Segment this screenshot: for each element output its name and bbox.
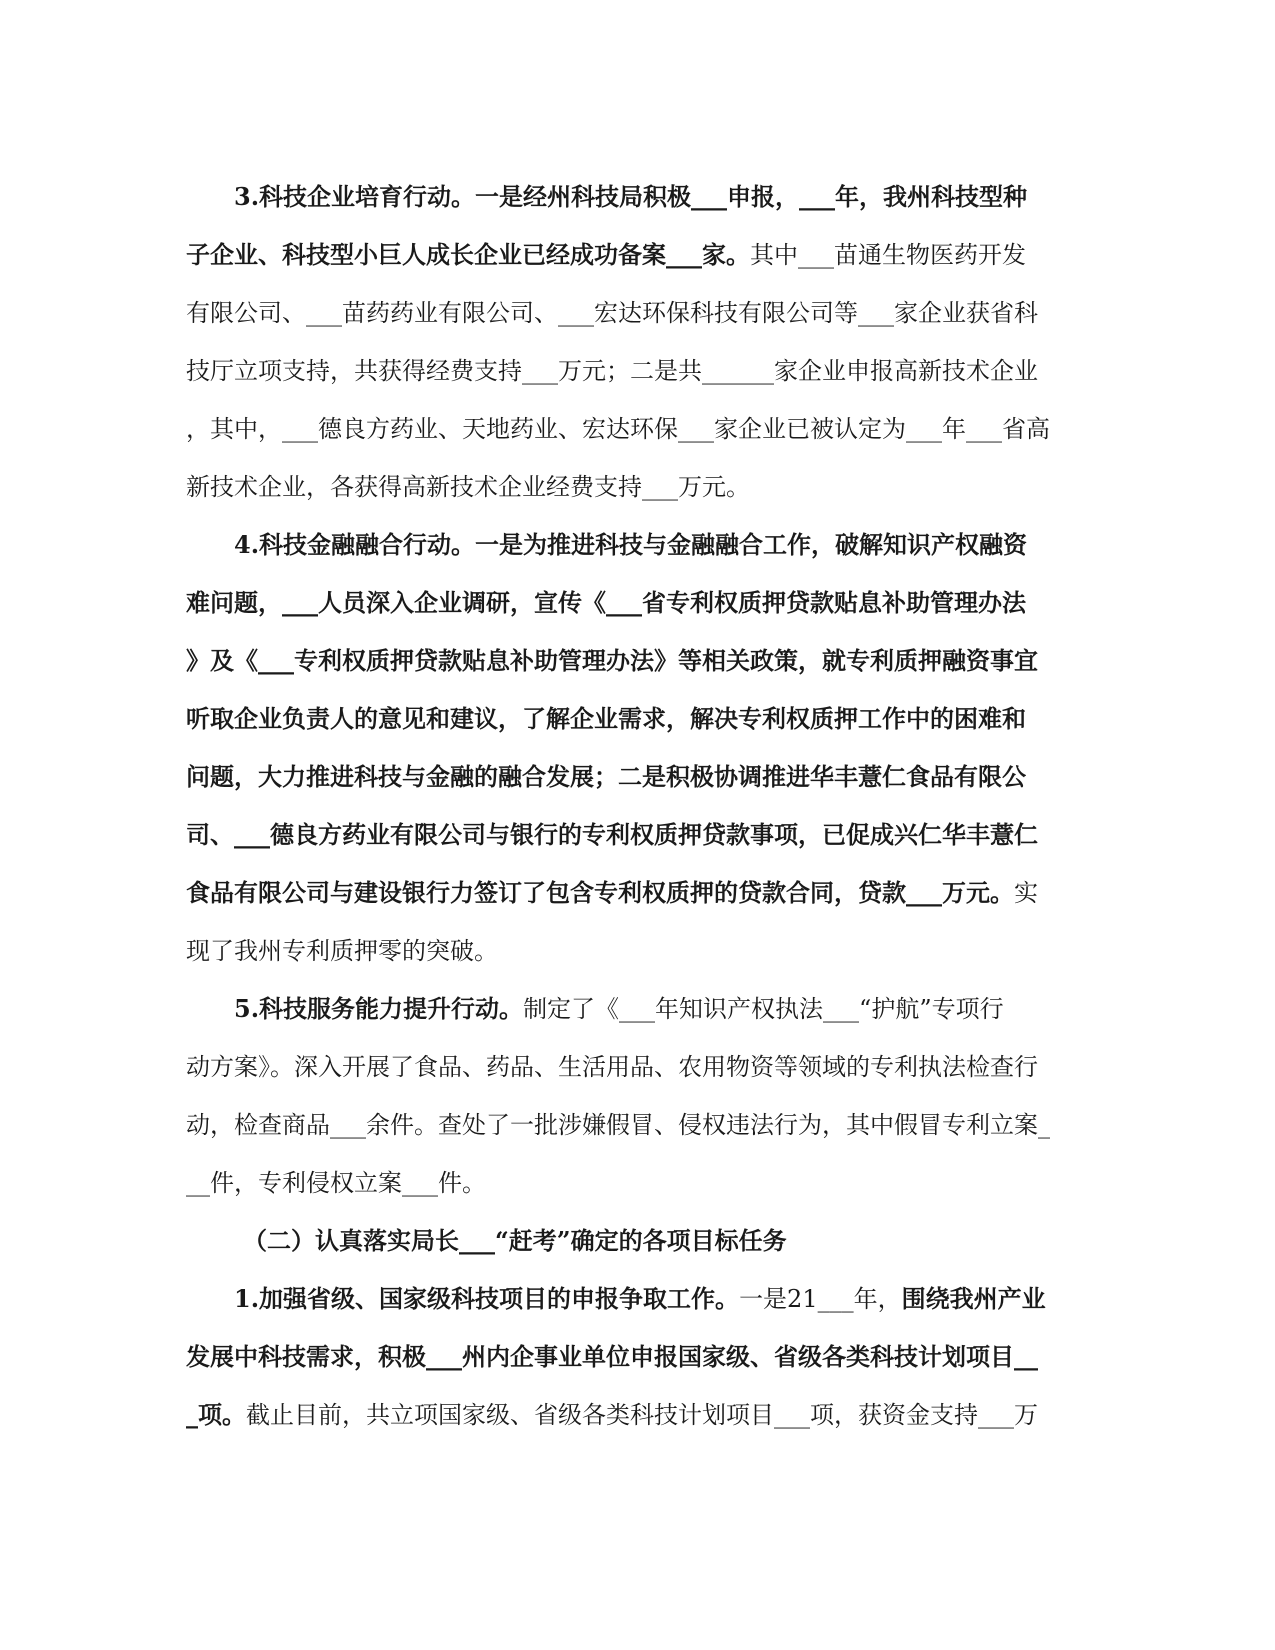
text-run: 制定了《___年知识产权执法___“护航”专项行 — [523, 995, 1004, 1023]
text-run: __件，专利侵权立案___件。 — [186, 1169, 486, 1197]
bold-text-run: 子企业、科技型小巨人成长企业已经成功备案___家。 — [186, 240, 750, 269]
text-run: 技厅立项支持，共获得经费支持___万元；二是共______家企业申报高新技术企业 — [186, 357, 1038, 385]
bold-text-run: 听取企业负责人的意见和建议，了解企业需求，解决专利权质押工作中的困难和 — [186, 704, 1026, 733]
bold-text-run: _项。 — [186, 1400, 246, 1429]
text-run: 实 — [1014, 879, 1038, 907]
text-line — [186, 748, 1086, 806]
text-line — [186, 1328, 1086, 1386]
text-line — [186, 864, 1086, 922]
text-line — [186, 168, 1086, 226]
text-run: 动方案》。深入开展了食品、药品、生活用品、农用物资等领域的专利执法检查行 — [186, 1053, 1038, 1081]
bold-text-run: 1.加强省级、国家级科技项目的申报争取工作。 — [234, 1284, 740, 1313]
text-line — [186, 400, 1086, 458]
bold-text-run: 发展中科技需求，积极___州内企事业单位申报国家级、省级各类科技计划项目__ — [186, 1342, 1038, 1371]
text-line — [186, 1096, 1086, 1154]
text-run: 现了我州专利质押零的突破。 — [186, 937, 498, 965]
text-line — [186, 1038, 1086, 1096]
text-run: ，其中，___德良方药业、天地药业、宏达环保___家企业已被认定为___年___省高 — [186, 415, 1050, 443]
bold-text-run: 司、___德良方药业有限公司与银行的专利权质押贷款事项，已促成兴仁华丰薏仁 — [186, 820, 1038, 849]
document-body — [186, 168, 1086, 1444]
text-line — [186, 226, 1086, 284]
text-line — [186, 1270, 1086, 1328]
bold-text-run: 难问题，___人员深入企业调研，宣传《___省专利权质押贷款贴息补助管理办法 — [186, 588, 1026, 617]
bold-text-run: 3.科技企业培育行动。一是经州科技局积极___申报，___年，我州科技型种 — [234, 182, 1028, 211]
text-run: 其中___苗通生物医药开发 — [750, 241, 1026, 269]
text-line — [186, 1154, 1086, 1212]
text-line — [186, 284, 1086, 342]
bold-text-run: 围绕我州产业 — [901, 1284, 1046, 1313]
text-line — [186, 690, 1086, 748]
text-run: 动，检查商品___余件。查处了一批涉嫌假冒、侵权违法行为，其中假冒专利立案_ — [186, 1111, 1050, 1139]
bold-text-run: 问题，大力推进科技与金融的融合发展；二是积极协调推进华丰薏仁食品有限公 — [186, 762, 1026, 791]
bold-text-run: 5.科技服务能力提升行动。 — [234, 994, 524, 1023]
text-line — [186, 342, 1086, 400]
bold-text-run: 4.科技金融融合行动。一是为推进科技与金融融合工作，破解知识产权融资 — [234, 530, 1028, 559]
bold-text-run: （二）认真落实局长___“赶考”确定的各项目标任务 — [243, 1226, 787, 1255]
bold-text-run: 食品有限公司与建设银行力签订了包含专利权质押的贷款合同，贷款___万元。 — [186, 878, 1014, 907]
text-line — [186, 458, 1086, 516]
text-line — [186, 516, 1086, 574]
text-run: 有限公司、___苗药药业有限公司、___宏达环保科技有限公司等___家企业获省科 — [186, 299, 1038, 327]
text-run: 新技术企业，各获得高新技术企业经费支持___万元。 — [186, 473, 750, 501]
bold-text-run: 》及《___专利权质押贷款贴息补助管理办法》等相关政策，就专利质押融资事宜 — [186, 646, 1038, 675]
text-run: 一是21___年， — [739, 1285, 902, 1313]
text-line — [186, 980, 1086, 1038]
text-line — [186, 574, 1086, 632]
text-line — [186, 632, 1086, 690]
text-line — [186, 806, 1086, 864]
text-line — [186, 922, 1086, 980]
section-heading — [186, 1212, 1086, 1270]
text-run: 截止目前，共立项国家级、省级各类科技计划项目___项，获资金支持___万 — [246, 1401, 1038, 1429]
text-line — [186, 1386, 1086, 1444]
